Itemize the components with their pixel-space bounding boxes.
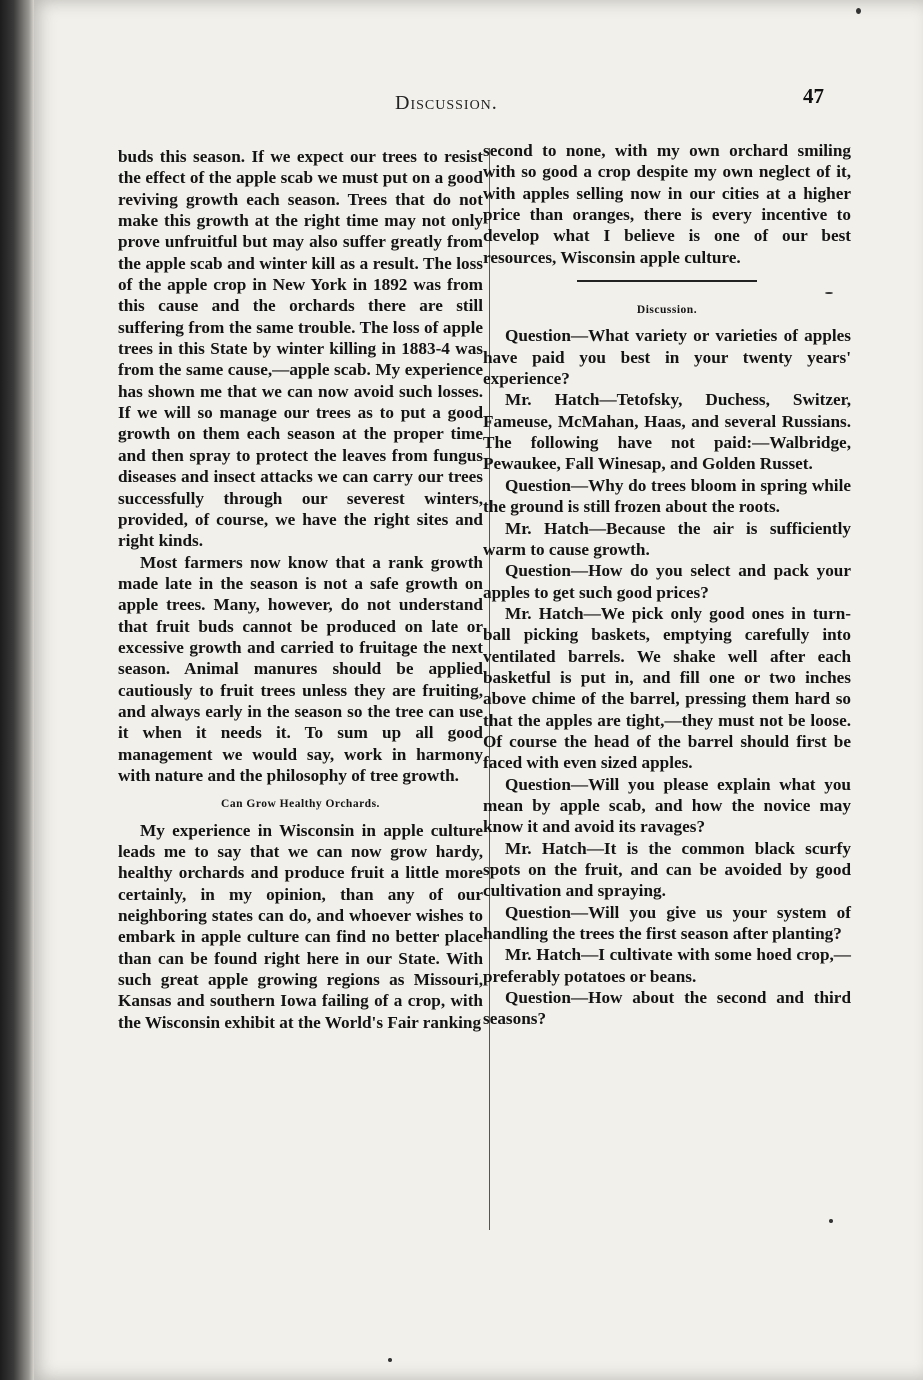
paragraph: second to none, with my own orchard smiling with so good a crop despite my own neglect of it, with apples selling now in our cities at a higher price than oranges, there is every incentive to develop what I believe is one of our best resources, Wisconsin apple culture. <box>483 141 851 267</box>
right-column <box>483 140 851 1030</box>
print-speck <box>825 292 833 294</box>
discussion-answer: Mr. Hatch—Tetofsky, Duchess, Switzer, Fameuse, McMahan, Haas, and several Russians. The following have not paid:—Walbridge, Pewaukee, Fall Winesap, and Golden Russet. <box>483 390 851 474</box>
discussion-question: Question—Why do trees bloom in spring while the ground is still frozen about the roots. <box>483 475 851 517</box>
page-number: 47 <box>803 84 824 108</box>
section-divider <box>577 280 757 282</box>
paragraph: My experience in Wisconsin in apple culture leads me to say that we can now grow hardy, healthy orchards and produce fruit a little more certainly, in my opinion, than any of our neighboring states can do, and whoever wishes to embark in apple culture can find no better place than can be found right here in our State. With such great apple growing regions as Missouri, Kansas and southern Iowa failing of a crop, with the Wisconsin exhibit at the World's Fair ranking <box>118 820 483 1032</box>
paragraph: Most farmers now know that a rank growth made late in the season is not a safe growth on apple trees. Many, however, do not understand that fruit buds cannot be produced on late or excessive growth and carried to fruitage the next season. Animal manures should be applied cautiously to fruit trees unless they are fruiting, and always early in the season so the tree can use it when it needs it. To sum up all good management we would say, work in harmony with nature and the philosophy of tree growth. <box>118 552 483 785</box>
print-speck <box>388 1358 392 1362</box>
discussion-answer: Mr. Hatch—Because the air is sufficiently warm to cause growth. <box>483 518 851 559</box>
discussion-question: Question—What variety or varieties of apples have paid you best in your twenty years' experience? <box>483 326 851 389</box>
left-column <box>118 146 483 1033</box>
section-subhead: Discussion. <box>636 304 698 317</box>
discussion-answer: Mr. Hatch—I cultivate with some hoed crop,—preferably potatoes or beans. <box>483 945 851 986</box>
discussion-question: Question—Will you please explain what you mean by apple scab, and how the novice may know it and avoid its ravages? <box>483 774 851 837</box>
book-binding-edge <box>0 0 34 1380</box>
discussion-answer: Mr. Hatch—It is the common black scurfy spots on the fruit, and can be avoided by good cultivation and spraying. <box>483 838 851 901</box>
discussion-question: Question—How do you select and pack your apples to get such good prices? <box>483 561 851 602</box>
section-subhead: Can Grow Healthy Orchards. <box>221 798 380 811</box>
discussion-question: Question—Will you give us your system of handling the trees the first season after planting? <box>483 902 851 944</box>
discussion-answer: Mr. Hatch—We pick only good ones in turn-ball picking baskets, emptying carefully into ventilated barrels. We shake well after each basketful is put in, and fill one or two inches above chime of the barrel, pressing them hard so that the apples are tight,—they must not be loose. Of course the head of the barrel should first be faced with even sized apples. <box>483 603 851 773</box>
discussion-question: Question—How about the second and third seasons? <box>483 988 851 1029</box>
running-head: Discussion. <box>395 92 498 114</box>
print-speck <box>856 8 861 14</box>
paragraph: buds this season. If we expect our trees to resist the effect of the apple scab we must put on a good reviving growth each season. Trees that do not make this growth at the right time may not only prove unfruitful but may also suffer greatly from the apple scab and winter kill as a result. The loss of the apple crop in New York in 1892 was from this cause and the orchards there are still suffering from the same trouble. The loss of apple trees in this State by winter killing in 1883-4 was from the same cause,—apple scab. My experience has shown me that we can now avoid such losses. If we will so manage our trees as to put a good growth on them each season at the proper time and then spray to protect the leaves from fungus diseases and insect attacks we can carry our trees successfully through our severest winters, provided, of course, we have the right sites and right kinds. <box>118 147 483 551</box>
print-speck <box>829 1219 833 1223</box>
